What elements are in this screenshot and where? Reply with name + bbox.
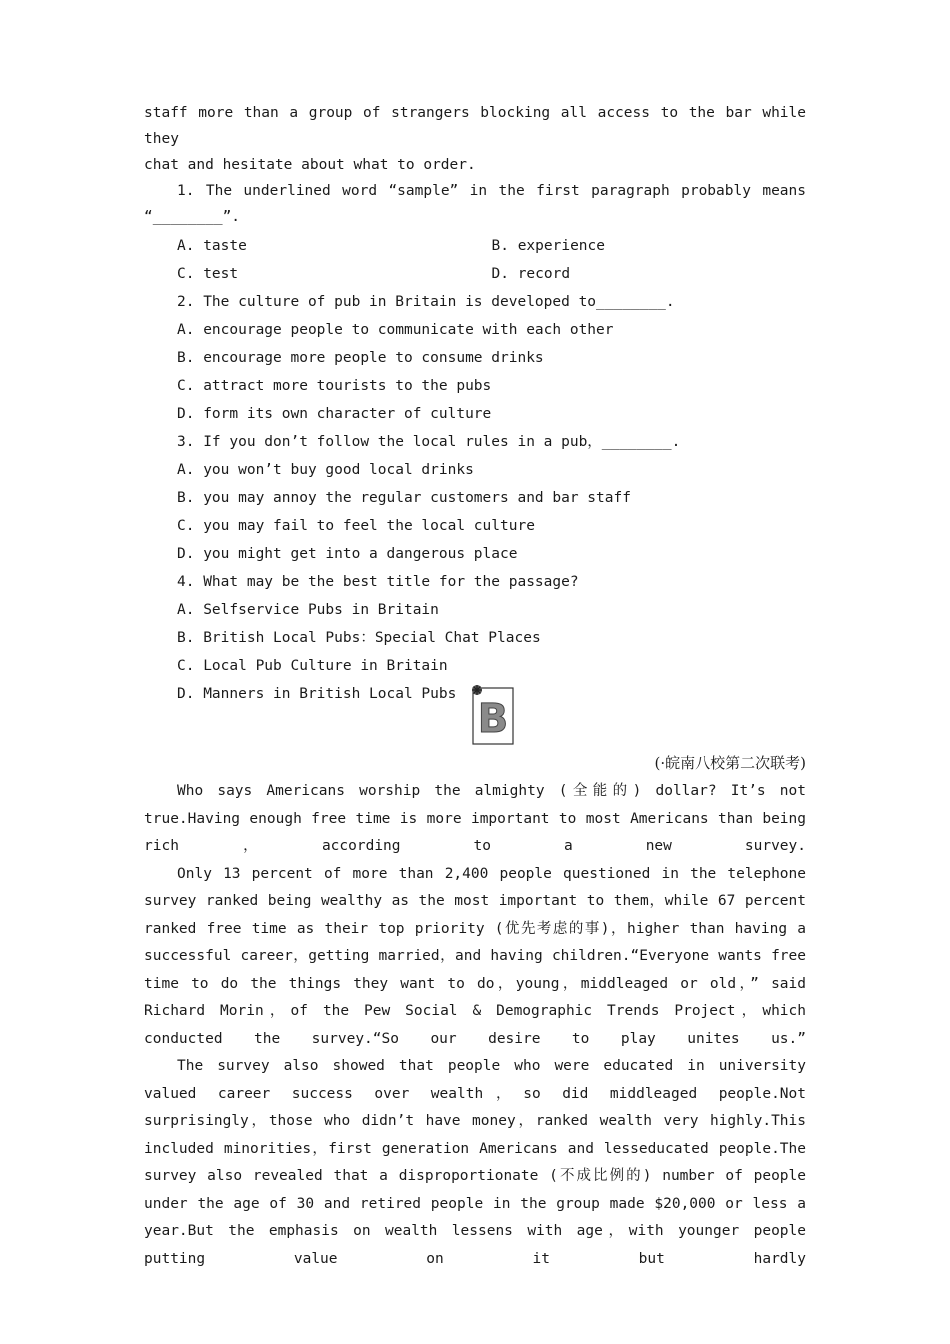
question-1-stem: 1. The underlined word “sample” in the first paragraph probably means: [177, 183, 806, 199]
question-2-stem: 2. The culture of pub in Britain is developed to________.: [177, 294, 675, 310]
option-c: C. attract more tourists to the pubs: [177, 378, 492, 394]
section-letter: B: [477, 696, 509, 742]
option-d: D. Manners in British Local Pubs: [177, 686, 457, 702]
passage: [144, 778, 806, 1273]
option-d: D. form its own character of culture: [177, 406, 492, 422]
section-b-logo: [468, 682, 516, 746]
passage-paragraph-1: Who says Americans worship the almighty (全能的) dollar? It’s not true.Having enough free time is more important to most Americans than being rich，according to a new survey.: [144, 783, 806, 854]
passage-paragraph-2: Only 13 percent of more than 2,400 people questioned in the telephone survey ranked being wealthy as the most important to them，while 67 percent ranked free time as their top priority (优先考虑的事)，higher than having a successful career，getting married，and having children.“Everyone wants free time to do the things they want to do，young，middleaged or old，” said Richard Morin，of the Pew Social & Demographic Trends Project，which conducted the survey.“So our desire to play unites us.”: [144, 865, 806, 1047]
question-4-stem: 4. What may be the best title for the passage?: [177, 574, 579, 590]
question-3-stem: 3. If you don’t follow the local rules in a pub，________.: [177, 434, 681, 450]
option-a: A. Selfservice Pubs in Britain: [177, 602, 439, 618]
option-b: B. encourage more people to consume drinks: [177, 350, 544, 366]
text-line: staff more than a group of strangers blocking all access to the bar while they: [144, 105, 806, 147]
section-b-logo-icon: [468, 682, 516, 746]
option-c: C. test: [177, 266, 239, 282]
option-a: A. taste: [177, 238, 247, 254]
option-b: B. experience: [491, 238, 605, 254]
option-b: B. British Local Pubs：Special Chat Places: [177, 630, 541, 646]
text-line: chat and hesitate about what to order.: [144, 157, 476, 173]
question-1-stem-cont: “________”.: [144, 209, 241, 225]
option-c: C. you may fail to feel the local culture: [177, 518, 535, 534]
page-body: [144, 100, 806, 708]
passage-paragraph-3: The survey also showed that people who were educated in university valued career success over wealth，so did middleaged people.Not surprisingly，those who didn’t have money，ranked wealth very highly.This included minorities，first generation Americans and lesseducated people.The survey also revealed that a disproportionate (不成比例的) number of people under the age of 30 and retired people in the group made $20,000 or less a year.But the emphasis on wealth lessens with age，with younger people putting value on it but hardly: [144, 1058, 806, 1267]
option-a: A. you won’t buy good local drinks: [177, 462, 474, 478]
option-a: A. encourage people to communicate with each other: [177, 322, 614, 338]
option-b: B. you may annoy the regular customers and bar staff: [177, 490, 631, 506]
option-c: C. Local Pub Culture in Britain: [177, 658, 448, 674]
option-d: D. record: [491, 266, 571, 282]
option-d: D. you might get into a dangerous place: [177, 546, 518, 562]
question-1-options-row: [144, 260, 806, 288]
source-note: (·皖南八校第二次联考): [654, 754, 806, 772]
question-1-options-row: [144, 232, 806, 260]
